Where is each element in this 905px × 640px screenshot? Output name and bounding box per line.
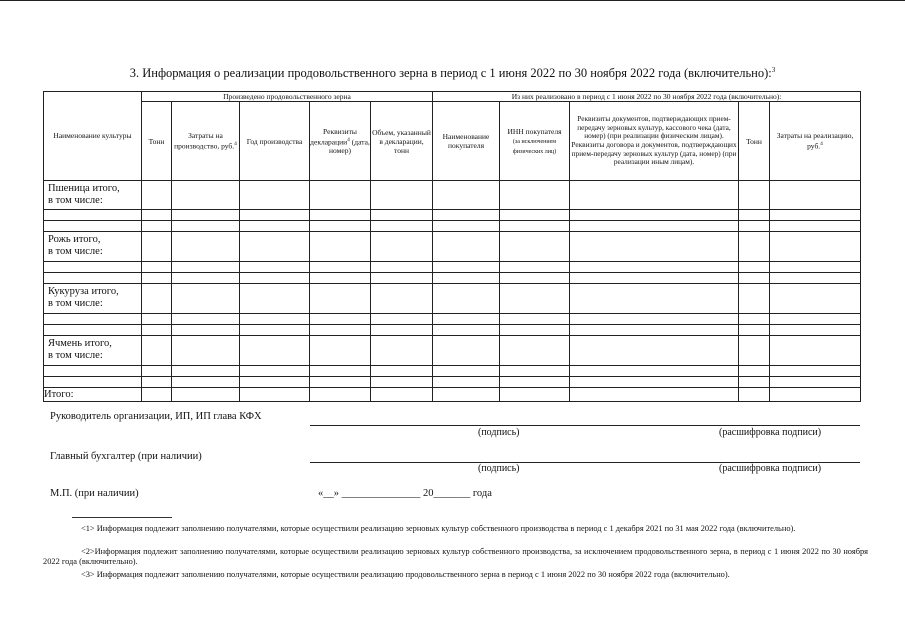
accountant-signature-caption: (подпись) <box>478 463 520 474</box>
table-row <box>44 377 861 388</box>
header-declaration: Реквизиты декларации$^4$ (дата, номер) <box>310 102 371 181</box>
table-row <box>44 221 861 232</box>
header-buyer-name: Наименование покупателя <box>433 102 500 181</box>
table-row <box>44 366 861 377</box>
header-group-sold: Из них реализовано в период с 1 июня 2022 по 30 ноября 2022 года (включительно): <box>433 92 861 102</box>
page-title: 3. Информация о реализации продовольственного зерна в период с 1 июня 2022 по 30 ноября 2022 года (включительно):$^3$ <box>129 66 776 81</box>
header-tons-sold: Тонн <box>739 102 770 181</box>
table-row-barley <box>44 336 861 366</box>
table-row-rye <box>44 232 861 262</box>
table-row <box>44 314 861 325</box>
header-documents: Реквизиты документов, подтверждающих прием-передачу зерновых культур, кассового чека (дата, номер) (при реализации физическим лицам). Реквизиты договора и документов, подтверждающих прием-передачу зерновых культур (дата, номер) (при реализации иным лицам). <box>570 102 739 181</box>
header-production-year: Год производства <box>240 102 310 181</box>
header-crop-name: Наименование культуры <box>44 92 142 181</box>
footnote-3: <3> Информация подлежит заполнению получателями, которые осуществили реализацию продовольственного зерна в период с 1 июня 2022 по 30 ноября 2022 года (включительно). <box>81 570 730 579</box>
row-label-corn: Кукуруза итого, в том числе: <box>44 284 142 314</box>
table-row-wheat <box>44 181 861 210</box>
table-row-total <box>44 388 861 402</box>
row-label-wheat: Пшеница итого, в том числе: <box>44 181 142 210</box>
header-buyer-inn: ИНН покупателя (за исключением физических лиц) <box>500 102 570 181</box>
total-label: Итого: <box>44 388 142 402</box>
header-sales-costs: Затраты на реализацию, руб.$^4$ <box>770 102 861 181</box>
footnote-separator <box>72 517 172 518</box>
accountant-signature-label: Главный бухгалтер (при наличии) <box>50 451 202 462</box>
table-row <box>44 210 861 221</box>
head-signature-caption: (подпись) <box>478 427 520 438</box>
row-label-barley: Ячмень итого, в том числе: <box>44 336 142 366</box>
grain-sales-table <box>43 91 861 402</box>
page-top-edge <box>0 0 905 1</box>
stamp-label: М.П. (при наличии) <box>50 488 139 499</box>
table-row <box>44 325 861 336</box>
accountant-decode-caption: (расшифровка подписи) <box>719 463 822 474</box>
footnote-1: <1> Информация подлежит заполнению получателями, которые осуществили реализацию зерновых культур собственного производства в период с 1 декабря 2021 по 31 мая 2022 года (включительно). <box>81 524 796 533</box>
head-signature-label: Руководитель организации, ИП, ИП глава КФХ <box>50 411 262 422</box>
table-row <box>44 262 861 273</box>
row-label-rye: Рожь итого, в том числе: <box>44 232 142 262</box>
header-group-produced: Произведено продовольственного зерна <box>142 92 433 102</box>
table-row-corn <box>44 284 861 314</box>
date-line: «__» _______________ 20_______ года <box>318 488 492 499</box>
header-declared-volume: Объем, указанный в декларации, тонн <box>371 102 433 181</box>
footnote-2: <2>Информация подлежит заполнению получателями, которые осуществили реализацию зерновых культур собственного производства, за исключением продовольственного зерна, в период с 1 июня 2022 по 30 ноября 2022 года (включительно). <box>43 547 868 566</box>
table-row <box>44 273 861 284</box>
header-production-costs: Затраты на производство, руб.$^4$ <box>172 102 240 181</box>
header-tons: Тонн <box>142 102 172 181</box>
head-signature-line <box>310 425 860 426</box>
head-decode-caption: (расшифровка подписи) <box>719 427 822 438</box>
